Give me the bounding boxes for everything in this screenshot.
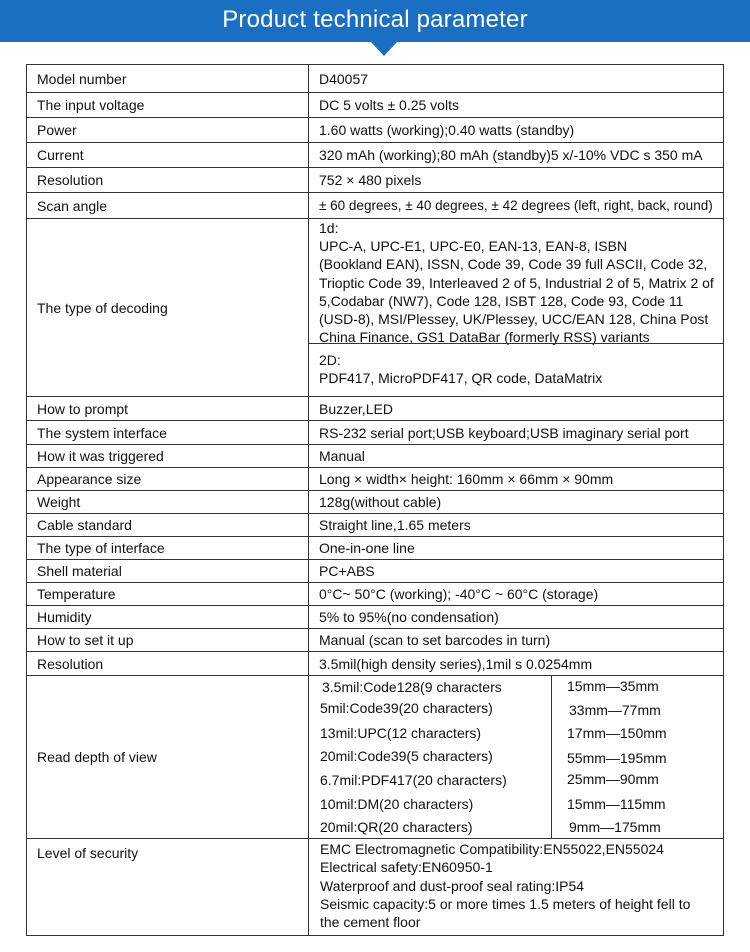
security-line: EMC Electromagnetic Compatibility:EN55022,EN55024 — [320, 841, 664, 857]
decoding-line: 5,Codabar (NW7), Code 128, ISBT 128, Code 93, Code 11 — [319, 292, 684, 309]
spec-label: Temperature — [27, 583, 309, 605]
decoding-2d-block — [319, 351, 719, 387]
spec-label: How to prompt — [27, 397, 309, 420]
spec-label: Cable standard — [27, 514, 309, 536]
depth-item-range: 15mm—35mm — [567, 678, 659, 694]
spec-value: 128g(without cable) — [319, 494, 442, 510]
spec-row-system-interface — [27, 421, 723, 445]
spec-row-how-to-prompt — [27, 397, 723, 421]
spec-value: 3.5mil(high density series),1mil s 0.0254mm — [319, 655, 593, 672]
spec-label: The type of interface — [27, 537, 309, 559]
spec-value: 752 × 480 pixels — [319, 172, 422, 188]
spec-row-cable-standard — [27, 514, 723, 537]
spec-table — [26, 64, 724, 936]
spec-row-decoding — [27, 219, 723, 397]
spec-label: Level of security — [27, 839, 309, 935]
spec-row-scan-angle — [27, 193, 723, 219]
spec-label: Shell material — [27, 560, 309, 582]
spec-value: Straight line,1.65 meters — [319, 517, 471, 533]
spec-row-input-voltage — [27, 93, 723, 118]
security-line: Electrical safety:EN60950-1 — [320, 859, 493, 875]
decoding-divider — [309, 343, 723, 344]
spec-row-appearance-size — [27, 468, 723, 491]
spec-label: Humidity — [27, 606, 309, 628]
depth-item-range: 15mm—115mm — [567, 796, 666, 812]
depth-item-name: 3.5mil:Code128(9 characters — [322, 679, 502, 695]
spec-value: Manual (scan to set barcodes in turn) — [319, 632, 551, 648]
spec-row-temperature — [27, 583, 723, 606]
spec-label: The input voltage — [27, 93, 309, 117]
spec-label: The system interface — [27, 421, 309, 444]
spec-row-current — [27, 143, 723, 168]
depth-item-range: 9mm—175mm — [569, 819, 661, 835]
spec-label: Scan angle — [27, 193, 309, 218]
spec-label: Resolution — [27, 168, 309, 192]
spec-label: The type of decoding — [27, 219, 309, 396]
spec-value: ± 60 degrees, ± 40 degrees, ± 42 degrees (left, right, back, round) — [319, 198, 713, 213]
depth-item-range: 55mm—195mm — [567, 750, 667, 766]
depth-item-name: 5mil:Code39(20 characters) — [320, 700, 493, 716]
spec-label: Current — [27, 143, 309, 167]
spec-value: DC 5 volts ± 0.25 volts — [319, 97, 459, 113]
decoding-line: (USD-8), MSI/Plessey, UK/Plessey, UCC/EAN 128, China Post — [319, 311, 709, 328]
decoding-1d-block — [319, 219, 719, 346]
spec-row-shell-material — [27, 560, 723, 583]
security-line: Waterproof and dust-proof seal rating:IP54 — [320, 878, 585, 894]
spec-label: How to set it up — [27, 629, 309, 651]
spec-label: Model number — [27, 65, 309, 92]
depth-item-name: 10mil:DM(20 characters) — [320, 796, 474, 812]
decoding-line: Trioptic Code 39, Interleaved 2 of 5, Industrial 2 of 5, Matrix 2 of — [319, 274, 714, 291]
decoding-line: 2D: — [319, 352, 341, 368]
spec-row-power — [27, 118, 723, 143]
depth-item-name: 20mil:Code39(5 characters) — [320, 748, 493, 764]
decoding-line: China Finance, GS1 DataBar (formerly RSS) variants — [319, 329, 650, 346]
spec-row-humidity — [27, 606, 723, 629]
security-line: the cement floor — [320, 914, 421, 930]
spec-value: 1.60 watts (working);0.40 watts (standby) — [319, 122, 575, 138]
depth-item-name: 13mil:UPC(12 characters) — [320, 725, 482, 741]
security-line: Seismic capacity:5 or more times 1.5 meters of height fell to — [320, 896, 691, 912]
spec-value: 5% to 95%(no condensation) — [319, 609, 499, 625]
spec-label: How it was triggered — [27, 445, 309, 467]
spec-value: One-in-one line — [319, 540, 415, 556]
spec-value: 0°C~ 50°C (working); -40°C ~ 60°C (storage) — [319, 586, 599, 602]
depth-column-divider — [551, 676, 552, 838]
decoding-line: 1d: — [319, 220, 339, 236]
spec-value: PC+ABS — [319, 563, 375, 579]
spec-value: 320 mAh (working);80 mAh (standby)5 x/-10% VDC s 350 mA — [319, 147, 703, 163]
spec-value: Long × width× height: 160mm × 66mm × 90mm — [319, 471, 614, 487]
decoding-line: (Bookland EAN), ISSN, Code 39, Code 39 full ASCII, Code 32, — [319, 256, 708, 273]
spec-row-interface-type — [27, 537, 723, 560]
spec-value: D40057 — [319, 70, 369, 87]
depth-item-range: 33mm—77mm — [569, 702, 661, 718]
spec-row-model-number — [27, 65, 723, 93]
depth-item-name: 6.7mil:PDF417(20 characters) — [320, 772, 507, 788]
spec-row-read-depth — [27, 676, 723, 839]
spec-row-trigger — [27, 445, 723, 468]
depth-item-name: 20mil:QR(20 characters) — [320, 819, 473, 835]
spec-row-weight — [27, 491, 723, 514]
page-title: Product technical parameter — [222, 6, 528, 33]
spec-label: Read depth of view — [27, 676, 309, 838]
spec-label: Weight — [27, 491, 309, 513]
spec-value: RS-232 serial port;USB keyboard;USB imaginary serial port — [319, 424, 689, 441]
spec-label: Appearance size — [27, 468, 309, 490]
spec-row-resolution-2 — [27, 652, 723, 676]
spec-row-security — [27, 839, 723, 935]
banner-pointer — [370, 41, 398, 56]
spec-label: Resolution — [27, 652, 309, 675]
depth-item-range: 25mm—90mm — [567, 771, 659, 787]
spec-label: Power — [27, 118, 309, 142]
spec-value: Manual — [319, 448, 365, 464]
spec-value: Buzzer,LED — [319, 400, 393, 417]
decoding-line: PDF417, MicroPDF417, QR code, DataMatrix — [319, 370, 603, 387]
decoding-line: UPC-A, UPC-E1, UPC-E0, EAN-13, EAN-8, ISBN — [319, 238, 628, 255]
spec-row-setup — [27, 629, 723, 652]
spec-row-resolution — [27, 168, 723, 193]
depth-item-range: 17mm—150mm — [567, 725, 667, 741]
